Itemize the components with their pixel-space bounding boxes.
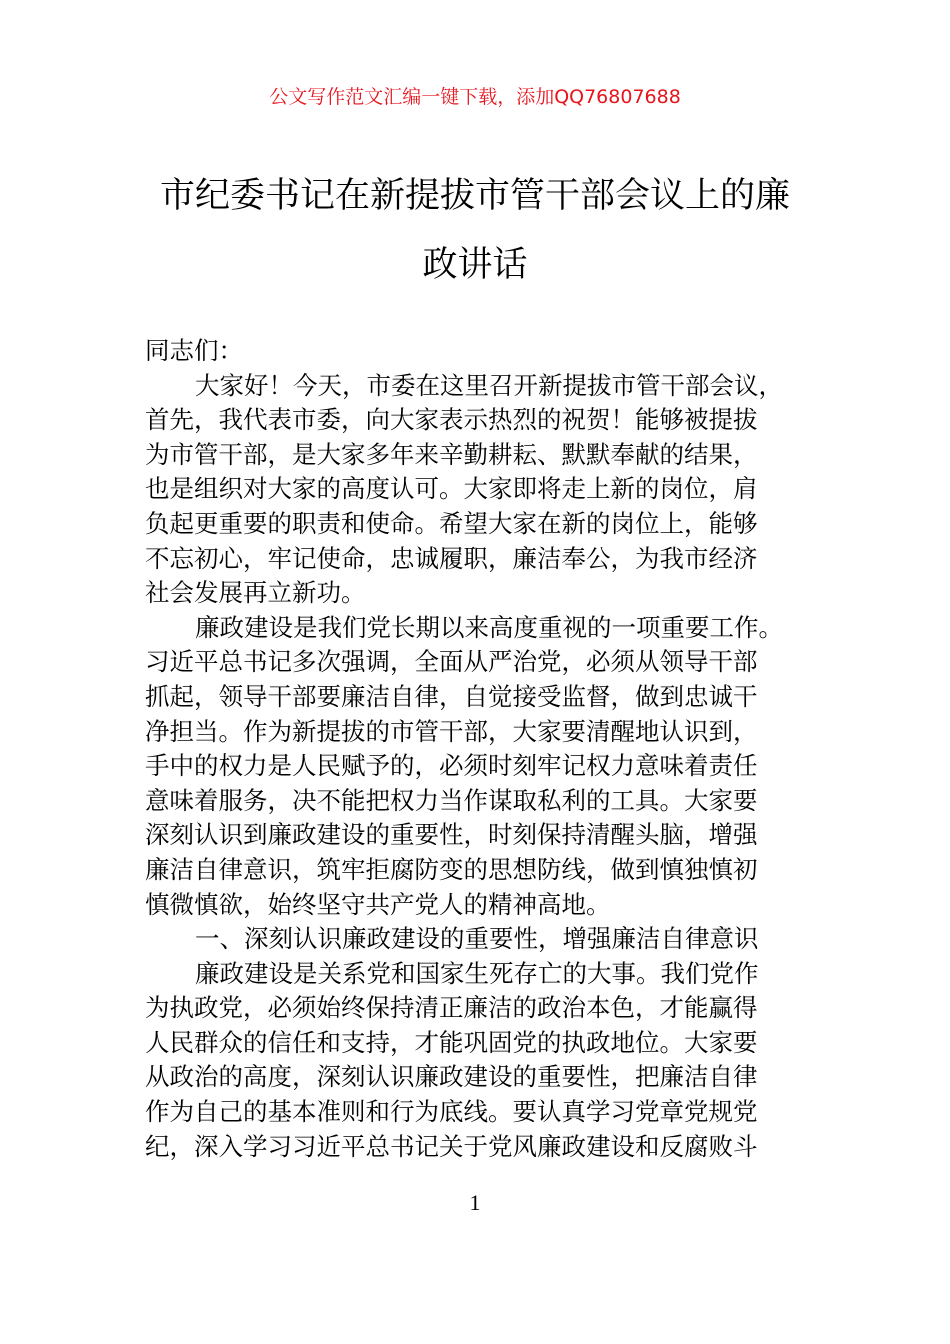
document-body	[145, 334, 835, 1164]
text-line: 纪，深入学习习近平总书记关于党风廉政建设和反腐败斗	[145, 1131, 758, 1161]
text-line: 首先，我代表市委，向大家表示热烈的祝贺！能够被提拔	[145, 405, 758, 435]
text-line: 负起更重要的职责和使命。希望大家在新的岗位上，能够	[145, 508, 758, 538]
text-line: 习近平总书记多次强调，全面从严治党，必须从领导干部	[145, 647, 758, 677]
text-line: 廉洁自律意识，筑牢拒腐防变的思想防线，做到慎独慎初	[145, 854, 758, 884]
text-line: 作为自己的基本准则和行为底线。要认真学习党章党规党	[145, 1097, 758, 1127]
text-line: 也是组织对大家的高度认可。大家即将走上新的岗位，肩	[145, 474, 758, 504]
page-number: 1	[469, 1190, 481, 1215]
text-line: 深刻认识到廉政建设的重要性，时刻保持清醒头脑，增强	[145, 820, 758, 850]
text-line: 一、深刻认识廉政建设的重要性，增强廉洁自律意识	[195, 924, 759, 954]
text-line: 廉政建设是关系党和国家生死存亡的大事。我们党作	[195, 958, 759, 988]
text-line: 大家好！今天，市委在这里召开新提拔市管干部会议，	[195, 370, 783, 400]
text-line: 社会发展再立新功。	[145, 578, 366, 608]
text-line: 为执政党，必须始终保持清正廉洁的政治本色，才能赢得	[145, 993, 758, 1023]
text-line: 不忘初心，牢记使命，忠诚履职，廉洁奉公，为我市经济	[145, 543, 758, 573]
text-line: 慎微慎欲，始终坚守共产党人的精神高地。	[145, 889, 611, 919]
document-title-line-1: 市纪委书记在新提拔市管干部会议上的廉	[159, 176, 790, 216]
text-line: 同志们：	[145, 336, 243, 365]
text-line: 净担当。作为新提拔的市管干部，大家要清醒地认识到，	[145, 716, 758, 746]
text-line: 从政治的高度，深刻认识廉政建设的重要性，把廉洁自律	[145, 1062, 758, 1092]
text-line: 人民群众的信任和支持，才能巩固党的执政地位。大家要	[145, 1027, 758, 1057]
text-line: 廉政建设是我们党长期以来高度重视的一项重要工作。	[195, 612, 783, 642]
text-line: 手中的权力是人民赋予的，必须时刻牢记权力意味着责任	[145, 751, 758, 781]
text-line: 意味着服务，决不能把权力当作谋取私利的工具。大家要	[145, 785, 758, 815]
document-title-line-2: 政讲话	[422, 245, 528, 285]
text-line: 为市管干部，是大家多年来辛勤耕耘、默默奉献的结果，	[145, 439, 758, 469]
download-watermark-header: 公文写作范文汇编一键下载，添加QQ76807688	[269, 86, 681, 108]
text-line: 抓起，领导干部要廉洁自律，自觉接受监督，做到忠诚干	[145, 681, 758, 711]
